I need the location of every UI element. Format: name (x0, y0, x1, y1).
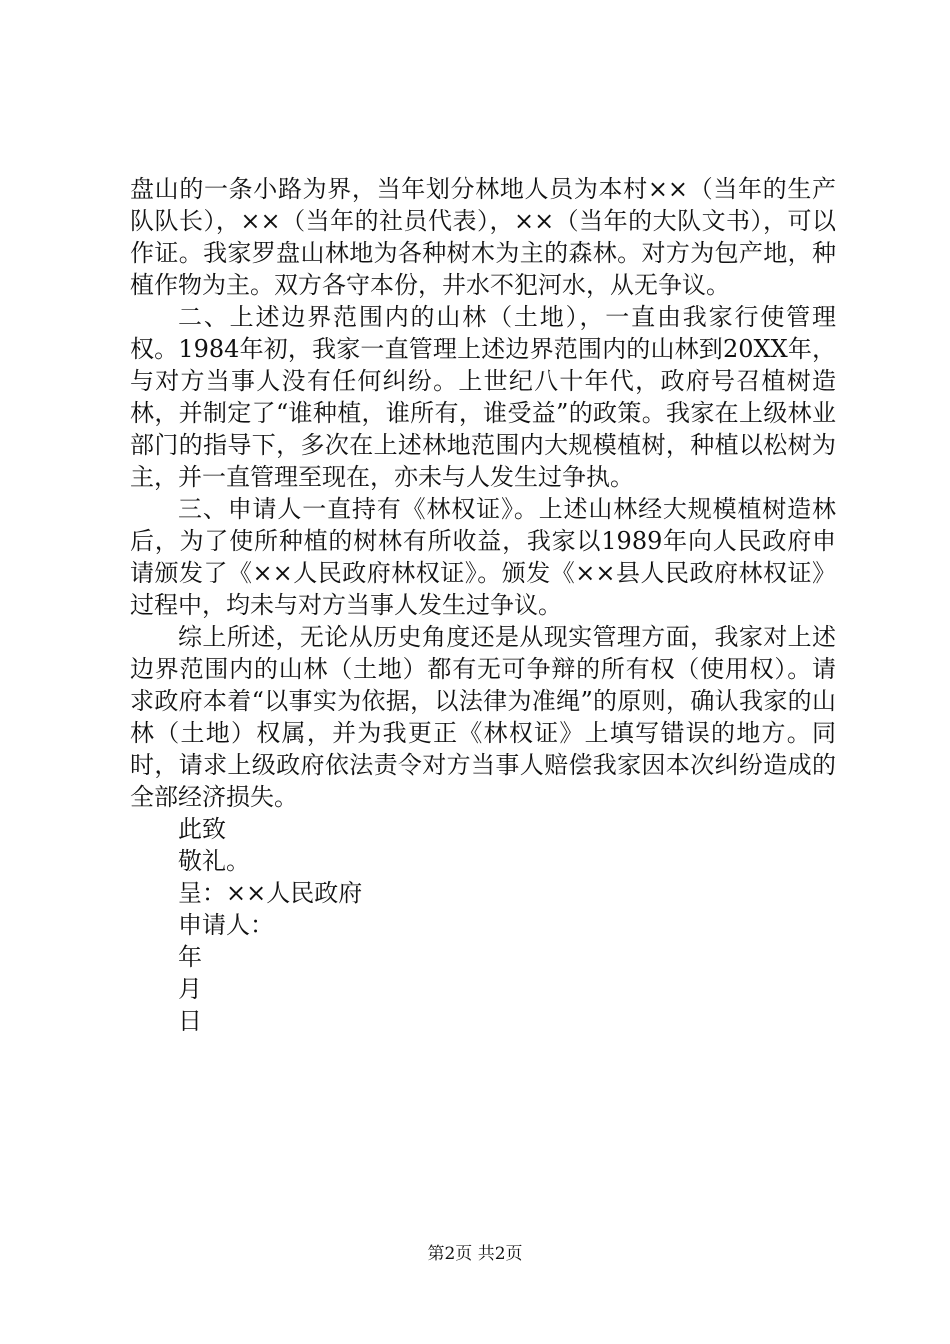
applicant-line: 申请人： (178, 911, 274, 939)
paragraph-section-two: 二、上述边界范围内的山林（土地），一直由我家行使管理权。1984年初，我家一直管理上述边界范围内的山林到20XX年，与对方当事人没有任何纠纷。上世纪八十年代，政府号召植树造林，并制定了“谁种植，谁所有，谁受益”的政策。我家在上级林业部门的指导下，多次在上述林地范围内大规模植树，种植以松树为主，并一直管理至现在，亦未与人发生过争执。 (130, 303, 836, 491)
date-month: 月 (178, 975, 202, 1003)
date-day: 日 (178, 1007, 202, 1035)
salutation-line-1: 此致 (178, 815, 226, 843)
page-footer (0, 1243, 950, 1265)
paragraph-summary: 综上所述，无论从历史角度还是从现实管理方面，我家对上述边界范围内的山林（土地）都有无可争辩的所有权（使用权）。请求政府本着“以事实为依据，以法律为准绳”的原则，确认我家的山林（土地）权属，并为我更正《林权证》上填写错误的地方。同时，请求上级政府依法责令对方当事人赔偿我家因本次纠纷造成的全部经济损失。 (130, 623, 836, 811)
paragraph-continuation: 盘山的一条小路为界，当年划分林地人员为本村××（当年的生产队队长），××（当年的社员代表），××（当年的大队文书），可以作证。我家罗盘山林地为各种树木为主的森林。对方为包产地，种植作物为主。双方各守本份，井水不犯河水，从无争议。 (130, 175, 836, 299)
closing-block (130, 813, 836, 1037)
paragraph-section-three: 三、申请人一直持有《林权证》。上述山林经大规模植树造林后，为了使所种植的树林有所收益，我家以1989年向人民政府申请颁发了《××人民政府林权证》。颁发《××县人民政府林权证》过程中，均未与对方当事人发生过争议。 (130, 495, 836, 619)
recipient-line: 呈：××人民政府 (178, 879, 363, 907)
salutation-line-2: 敬礼。 (178, 847, 250, 875)
document-body (130, 173, 836, 1037)
page-indicator: 第2页 共2页 (427, 1244, 523, 1264)
date-year: 年 (178, 943, 202, 971)
